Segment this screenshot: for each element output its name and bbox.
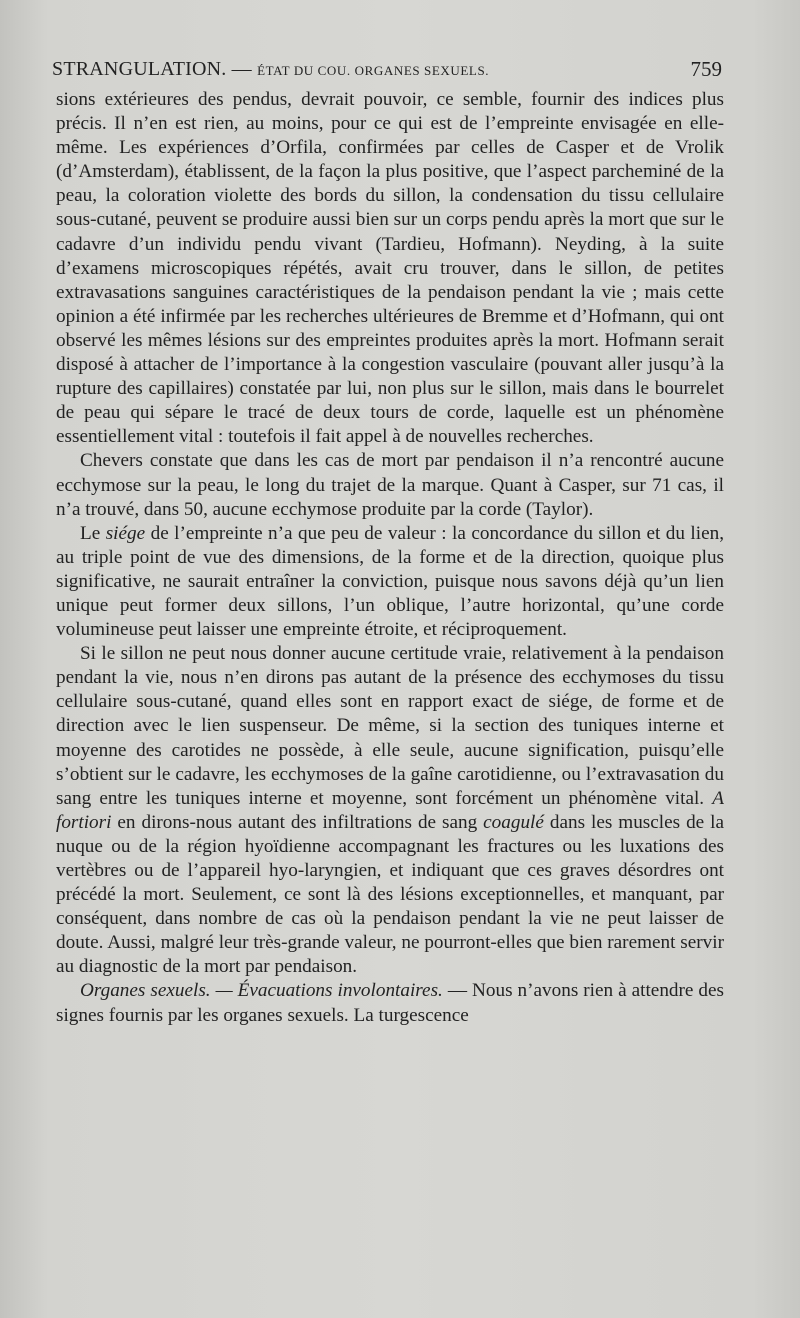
paragraph-1 <box>56 88 724 449</box>
paragraph-5 <box>56 979 724 1027</box>
paragraph-3-prefix: Le <box>80 522 106 544</box>
paragraph-2-text: Chevers constate que dans les cas de mort par pendaison il n’a rencontré aucune ecchymose sur la peau, le long du trajet de la marque. Quant à Casper, sur 71 cas, il n’a trouvé, dans 50, aucune ecchymose produite par la corde (Taylor). <box>56 450 724 520</box>
paragraph-3-text: de l’empreinte n’a que peu de valeur : la concordance du sillon et du lien, au triple point de vue des dimensions, de la forme et de la direction, quoique plus significative, ne saurait entraîner la conviction, puisque nous savons déjà qu’un lien unique peut former deux sillons, l’un oblique, l’autre horizontal, qu’une corde volumineuse peut laisser une empreinte étroite, et réciproquement. <box>56 522 724 641</box>
paragraph-3 <box>56 522 724 642</box>
header-title-sub: ÉTAT DU COU. ORGANES SEXUELS. <box>257 62 490 78</box>
paragraph-4-italic-b: coagulé <box>483 811 544 833</box>
paragraph-5-text: — Nous n’avons rien à attendre des signes fournis par les organes sexuels. La turgescence <box>56 980 724 1026</box>
paragraph-1-text: sions extérieures des pendus, devrait pouvoir, ce semble, fournir des indices plus précis. Il n’en est rien, au moins, pour ce qui est de l’empreinte envisagée en elle-même. Les expériences d’Orfila, confirmées par celles de Casper et de Vrolik (d’Amsterdam), établissent, de la façon la plus positive, que l’aspect parcheminé de la peau, la coloration violette des bords du sillon, la condensation du tissu cellulaire sous-cutané, peuvent se produire aussi bien sur un corps pendu après la mort que sur le cadavre d’un individu pendu vivant (Tardieu, Hofmann). Neyding, à la suite d’examens microscopiques répétés, avait cru trouver, dans le sillon, de petites extravasations sanguines caractéristiques de la pendaison pendant la vie ; mais cette opinion a été infirmée par les recherches ultérieures de Bremme et d’Hofmann, qui ont observé les mêmes lésions sur des empreintes produites après la mort. Hofmann serait disposé à attacher de l’importance à la congestion vasculaire (pouvant aller jusqu’à la rupture des capillaires) constatée par lui, non plus sur le sillon, mais dans le bourrelet de peau qui sépare le tracé de deux tours de corde, laquelle est un phénomène essentiellement vital : toutefois il fait appel à de nouvelles recherches. <box>56 89 724 448</box>
paragraph-3-italic: siége <box>105 522 146 544</box>
page-number: 759 <box>690 56 722 81</box>
paragraph-4-italic-a: A fortiori <box>56 787 724 833</box>
header-title-dash: — <box>226 57 258 80</box>
paragraph-4-text-a: Si le sillon ne peut nous donner aucune certitude vraie, relativement à la pendaison pendant la vie, nous n’en dirons pas autant de la présence des ecchymoses du tissu cellulaire sous-cutané, quand elles sont en rapport exact de siége, de forme et de direction avec le lien suspenseur. De même, si la section des tuniques interne et moyenne des carotides ne possède, à elle seule, aucune signification, puisqu’elle s’obtient sur le cadavre, les ecchymoses de la gaîne carotidienne, ou l’extravasation du sang entre les tuniques interne et moyenne, sont forcément un phénomène vital. <box>56 643 724 809</box>
running-head-title <box>52 58 489 81</box>
running-header <box>52 52 722 86</box>
paragraph-4-text-b: en dirons-nous autant des infiltrations de sang <box>111 811 484 833</box>
header-title-main: STRANGULATION. <box>52 57 227 80</box>
paragraph-4 <box>56 642 724 979</box>
paragraph-5-italic: Organes sexuels. — Évacuations involontaires. <box>80 980 443 1002</box>
paragraph-4-text-c: dans les muscles de la nuque ou de la région hyoïdienne accompagnant les fractures ou les luxations des vertèbres ou de l’appareil hyo-laryngien, et indiquant que ces graves désordres ont précédé la mort. Seulement, ce sont là des lésions exceptionnelles, et manquant, par conséquent, dans nombre de cas où la pendaison pendant la vie ne peut laisser de doute. Aussi, malgré leur très-grande valeur, ne pourront-elles que bien rarement servir au diagnostic de la mort par pendaison. <box>56 811 724 978</box>
body-text <box>56 88 724 1028</box>
paragraph-2 <box>56 449 724 521</box>
